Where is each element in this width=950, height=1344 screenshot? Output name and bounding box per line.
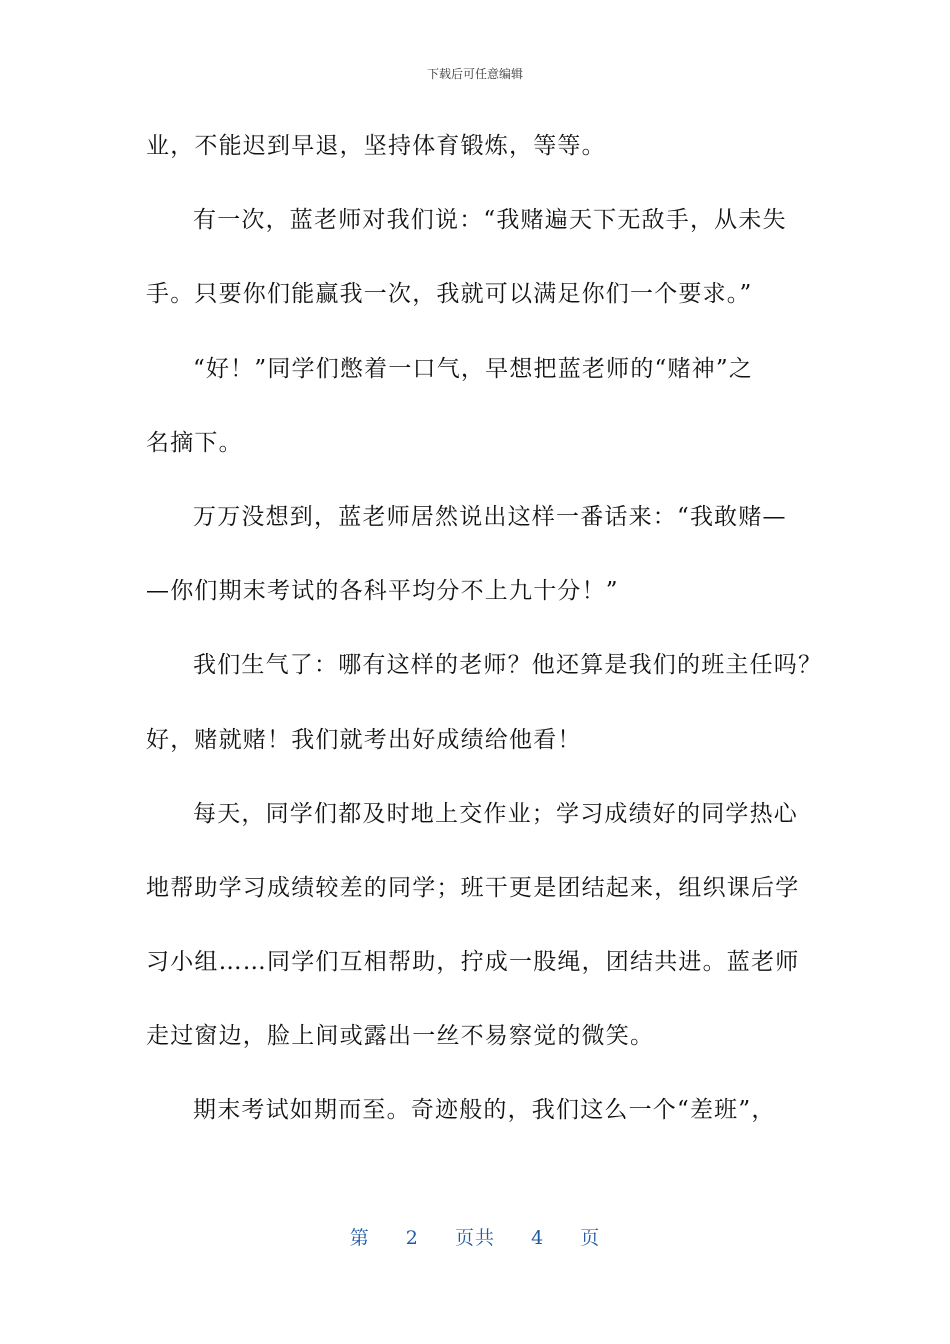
text-line: 期末考试如期而至。奇迹般的，我们这么一个“差班”，: [193, 1097, 776, 1124]
text-line: 每天，同学们都及时地上交作业；学习成绩好的同学热心: [193, 800, 798, 827]
document-body: [146, 118, 823, 1157]
page-footer: [0, 1226, 950, 1250]
text-line: 万万没想到，蓝老师居然说出这样一番话来：“我敢赌—: [193, 503, 787, 530]
text-line: 走过窗边，脸上间或露出一丝不易察觉的微笑。: [146, 1023, 655, 1050]
text-line: 有一次，蓝老师对我们说：“我赌遍天下无敌手，从未失: [193, 207, 787, 234]
footer-suffix: 页: [580, 1227, 601, 1249]
text-line: 好，赌就赌！我们就考出好成绩给他看！: [146, 726, 582, 753]
text-line: 我们生气了：哪有这样的老师？他还算是我们的班主任吗？: [193, 652, 823, 679]
text-line: 名摘下。: [146, 429, 243, 456]
text-line: 习小组……同学们互相帮助，拧成一股绳，团结共进。蓝老师: [146, 949, 800, 976]
current-page-number: 2: [405, 1227, 419, 1249]
footer-middle: 页共: [454, 1227, 495, 1249]
text-line: 地帮助学习成绩较差的同学；班干更是团结起来，组织课后学: [146, 874, 800, 901]
footer-prefix: 第: [349, 1227, 370, 1249]
text-line: “好！”同学们憋着一口气，早想把蓝老师的“赌神”之: [193, 355, 754, 382]
page-header: 下载后可任意编辑: [426, 67, 523, 81]
text-line: 业，不能迟到早退，坚持体育锻炼，等等。: [146, 133, 606, 159]
total-page-number: 4: [531, 1227, 545, 1249]
text-line: 手。只要你们能赢我一次，我就可以满足你们一个要求。”: [146, 281, 753, 308]
text-line: —你们期末考试的各科平均分不上九十分！”: [146, 578, 619, 605]
